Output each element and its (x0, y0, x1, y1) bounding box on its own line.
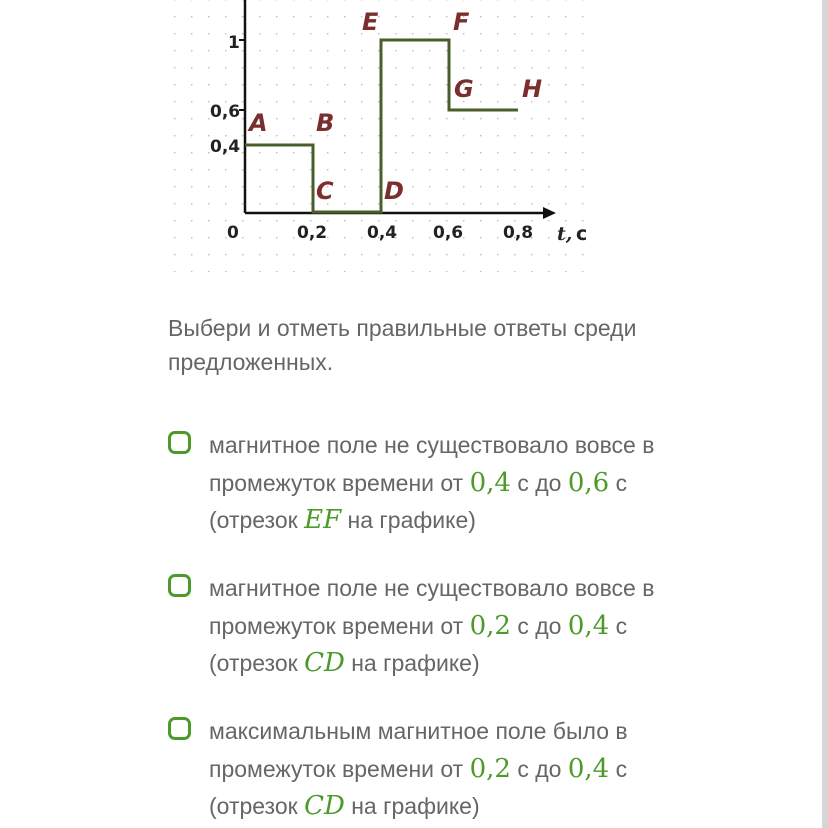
option-text-part: промежуток времени от (209, 612, 470, 639)
answer-option-text (209, 713, 689, 826)
point-label-g: G (454, 75, 474, 103)
y-tick-1: 1 (228, 33, 240, 53)
time-from-value: 0,2 (469, 610, 511, 641)
point-label-c: C (316, 177, 334, 205)
point-label-a: A (249, 109, 268, 137)
option-text-part: с (609, 469, 628, 496)
x-axis-unit: с (576, 223, 588, 245)
point-label-b: B (316, 109, 335, 137)
question-instruction: Выбери и отметь правильные ответы среди предложенных. (168, 315, 637, 375)
step-graph (0, 0, 828, 290)
x-axis-variable: t, (557, 223, 573, 245)
x-tick-0-6: 0,6 (433, 223, 464, 243)
segment-name: CD (304, 648, 345, 678)
point-label-h: H (522, 75, 543, 103)
time-from-value: 0,4 (469, 467, 511, 498)
option-text-part: на графике) (341, 507, 476, 533)
option-text-part: промежуток времени от (209, 755, 470, 782)
time-from-value: 0,2 (469, 753, 511, 784)
option-text-part: с до (510, 469, 568, 496)
option-text-part: (отрезок (209, 507, 305, 533)
option-line-1: магнитное поле не существовало вовсе в (209, 575, 655, 601)
option-line-1: магнитное поле не существовало вовсе в (209, 432, 655, 458)
answer-option-text (209, 427, 689, 540)
option-text-part: с до (510, 612, 568, 639)
x-tick-0: 0 (227, 223, 239, 243)
segment-name: CD (304, 791, 345, 821)
option-text-part: (отрезок (209, 793, 305, 819)
option-line-1: максимальным магнитное поле было в (209, 718, 628, 744)
option-text-part: (отрезок (209, 650, 305, 676)
checkbox-option-1[interactable] (168, 431, 191, 454)
answer-option-text (209, 570, 689, 683)
x-tick-0-8: 0,8 (503, 223, 534, 243)
option-text-part: с до (510, 755, 568, 782)
x-tick-0-4: 0,4 (367, 223, 398, 243)
point-label-d: D (384, 177, 404, 205)
y-tick-0-6: 0,6 (210, 102, 241, 122)
x-tick-0-2: 0,2 (297, 223, 328, 243)
option-text-part: на графике) (344, 793, 480, 819)
y-tick-0-4: 0,4 (210, 137, 241, 157)
point-label-f: F (453, 8, 470, 36)
option-text-part: с (609, 612, 628, 639)
time-to-value: 0,4 (567, 610, 610, 641)
option-text-part: промежуток времени от (209, 469, 470, 496)
answer-option-1[interactable] (168, 427, 728, 540)
checkbox-option-3[interactable] (168, 717, 191, 740)
option-text-part: с (609, 755, 628, 782)
answer-option-2[interactable] (168, 570, 728, 683)
checkbox-option-2[interactable] (168, 574, 191, 597)
segment-name: EF (304, 505, 342, 535)
time-to-value: 0,6 (567, 467, 610, 498)
option-text-part: на графике) (344, 650, 480, 676)
answer-option-3[interactable] (168, 713, 728, 826)
time-to-value: 0,4 (567, 753, 610, 784)
point-label-e: E (362, 8, 379, 36)
